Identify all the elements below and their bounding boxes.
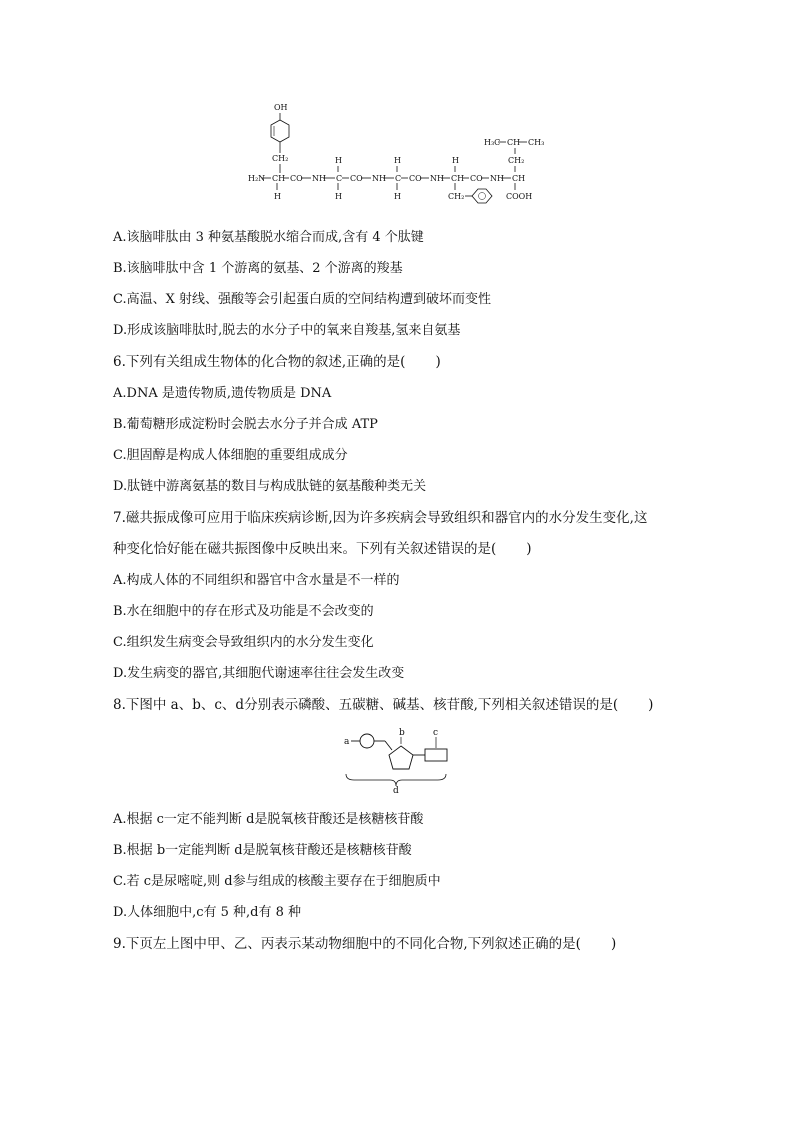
ch-label-leu: CH — [507, 138, 521, 147]
peptide-structure-diagram — [240, 95, 560, 210]
q6-close-paren: ) — [435, 354, 441, 370]
q9-stem — [113, 935, 616, 953]
q7-stem-line2 — [113, 540, 532, 558]
q8-close-paren: ) — [648, 697, 654, 713]
ch3-label: CH₃ — [528, 138, 545, 147]
q7-option-a: A.构成人体的不同组织和器官中含水量是不一样的 — [113, 573, 400, 588]
q8-option-b: B.根据 b一定能判断 d是脱氧核苷酸还是核糖核苷酸 — [113, 843, 412, 858]
c-label-2: C — [395, 174, 402, 183]
base-rectangle — [425, 749, 447, 761]
q6-option-a: A.DNA 是遗传物质,遗传物质是 DNA — [113, 386, 332, 401]
q8-stem — [113, 696, 653, 714]
q9-close-paren: ) — [610, 936, 617, 952]
q6-option-c: C.胆固醇是构成人体细胞的重要组成成分 — [113, 448, 348, 463]
h-label-4: H — [394, 156, 401, 165]
co-label-2: CO — [350, 174, 363, 183]
ch-label-3: CH — [512, 174, 526, 183]
q5-option-c: C.高温、X 射线、强酸等会引起蛋白质的空间结构遭到破坏而变性 — [113, 292, 492, 307]
q6-stem-text: 6.下列有关组成生物体的化合物的叙述,正确的是( — [113, 354, 406, 370]
q6-option-b: B.葡萄糖形成淀粉时会脱去水分子并合成 ATP — [113, 417, 378, 432]
q7-stem-line2-text: 种变化恰好能在磁共振图像中反映出来。下列有关叙述错误的是( — [113, 541, 497, 557]
q7-option-c: C.组织发生病变会导致组织内的水分发生变化 — [113, 635, 374, 650]
nh-label-1: NH — [312, 174, 326, 183]
h-label-3: H — [335, 192, 342, 201]
q8-option-d: D.人体细胞中,c有 5 种,d有 8 种 — [113, 905, 302, 920]
q8-option-c: C.若 c是尿嘧啶,则 d参与组成的核酸主要存在于细胞质中 — [113, 874, 441, 889]
co-label-1: CO — [290, 174, 303, 183]
q8-stem-text: 8.下图中 a、b、c、d分别表示磷酸、五碳糖、碱基、核苷酸,下列相关叙述错误的是( — [113, 697, 619, 713]
co-label-3: CO — [409, 174, 422, 183]
phosphate-circle — [360, 734, 374, 748]
c-label-1: C — [336, 174, 343, 183]
co-label-4: CO — [470, 174, 483, 183]
oh-label: OH — [274, 103, 288, 112]
q7-close-paren: ) — [526, 541, 532, 557]
q7-option-d: D.发生病变的器官,其细胞代谢速率往往会发生改变 — [113, 666, 405, 681]
ch-label-1: CH — [272, 174, 286, 183]
nh-label-3: NH — [430, 174, 444, 183]
nucleotide-diagram — [340, 726, 460, 794]
q5-option-a: A.该脑啡肽由 3 种氨基酸脱水缩合而成,含有 4 个肽键 — [113, 230, 424, 245]
q8-option-a: A.根据 c一定不能判断 d是脱氧核苷酸还是核糖核苷酸 — [113, 812, 424, 827]
h2n-label: H₂N — [248, 174, 266, 183]
ch-label-2: CH — [451, 174, 465, 183]
q5-option-d: D.形成该脑啡肽时,脱去的水分子中的氧来自羧基,氢来自氨基 — [113, 323, 461, 338]
ch2-label-phe: CH₂ — [448, 192, 465, 201]
q7-option-b: B.水在细胞中的存在形式及功能是不会改变的 — [113, 604, 374, 619]
nh-label-4: NH — [490, 174, 504, 183]
label-b: b — [399, 728, 405, 738]
q6-option-d: D.肽链中游离氨基的数目与构成肽链的氨基酸种类无关 — [113, 479, 427, 494]
h3c-label: H₃C — [484, 138, 501, 147]
label-d: d — [393, 786, 399, 794]
h-label-5: H — [394, 192, 401, 201]
h-label-2: H — [335, 156, 342, 165]
q7-stem-line1: 7.磁共振成像可应用于临床疾病诊断,因为许多疾病会导致组织和器官内的水分发生变化,这 — [113, 510, 648, 526]
cooh-label: COOH — [506, 192, 533, 201]
ch2-label-top: CH₂ — [272, 154, 289, 163]
q9-stem-text: 9.下页左上图中甲、乙、丙表示某动物细胞中的不同化合物,下列叙述正确的是( — [113, 936, 581, 952]
h-label-6: H — [452, 156, 459, 165]
q6-stem — [113, 353, 441, 371]
q5-option-b: B.该脑啡肽中含 1 个游离的氨基、2 个游离的羧基 — [113, 261, 403, 276]
label-a: a — [344, 737, 350, 747]
h-label-1: H — [274, 192, 281, 201]
pentose-pentagon — [389, 746, 413, 769]
nh-label-2: NH — [372, 174, 386, 183]
ch2-label-leu: CH₂ — [508, 156, 525, 165]
label-c: c — [433, 728, 439, 738]
